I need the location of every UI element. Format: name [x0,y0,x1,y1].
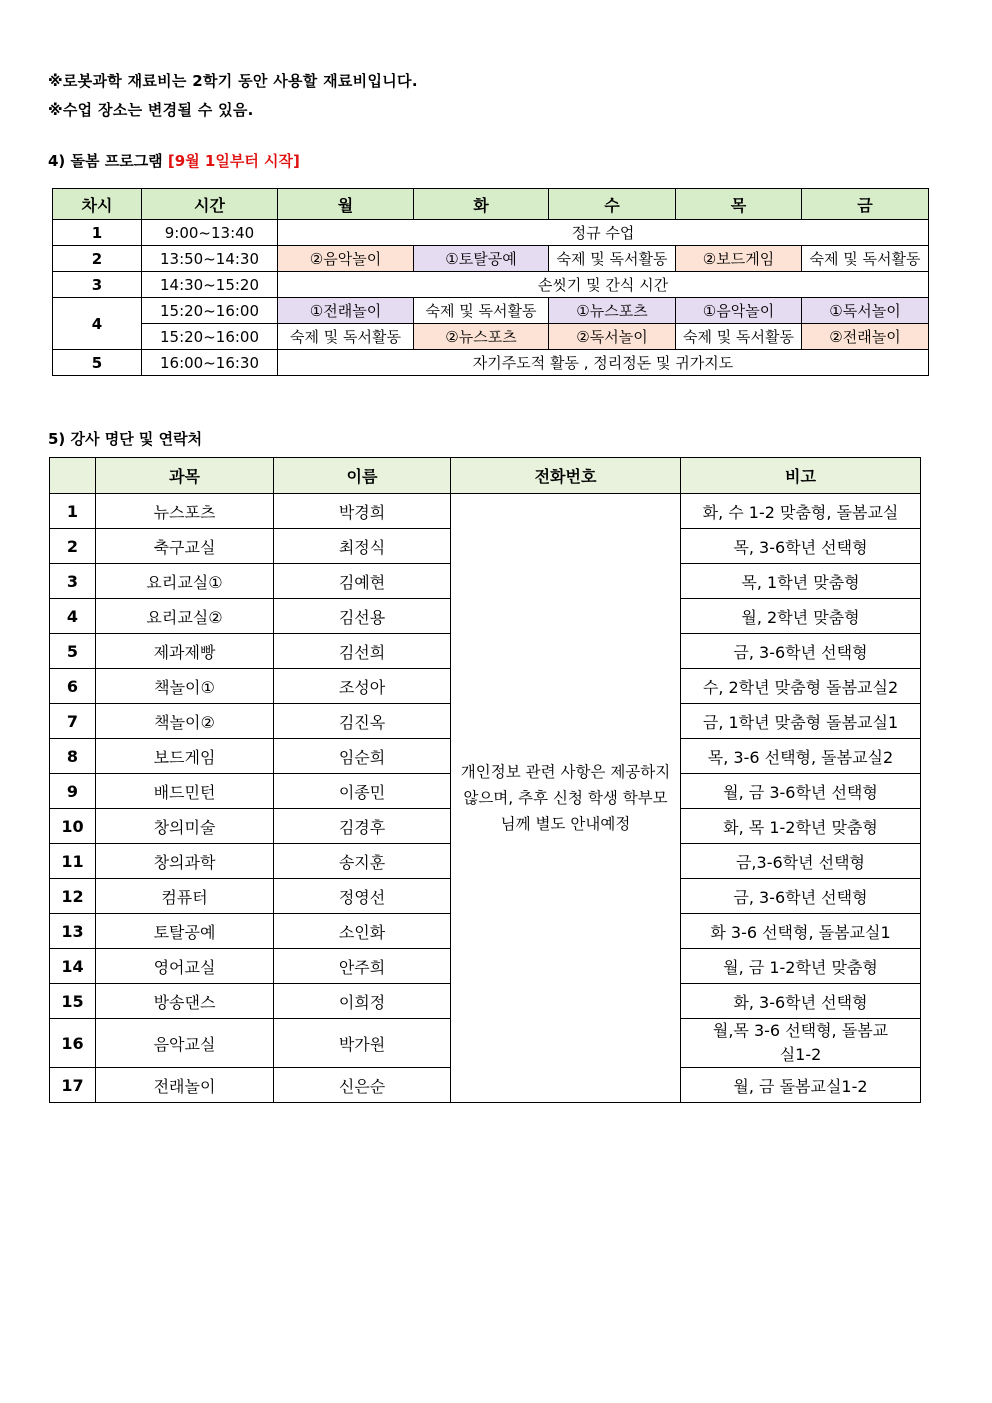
period-number: 4 [53,298,142,350]
instructor-name: 김예현 [274,564,451,599]
subject-cell: 전래놀이 [96,1068,274,1103]
header-number [50,458,96,494]
remarks-cell: 금, 1학년 맞춤형 돌봄교실1 [681,704,921,739]
subject-cell: 음악교실 [96,1019,274,1068]
row-number: 8 [50,739,96,774]
remarks-cell: 목, 1학년 맞춤형 [681,564,921,599]
period-number: 2 [53,246,142,272]
activity-tue: ①토탈공예 [414,246,549,272]
activity-thu: ①음악놀이 [676,298,802,324]
activity-thu: ②보드게임 [676,246,802,272]
header-time: 시간 [142,189,278,220]
remarks-cell: 화, 3-6학년 선택형 [681,984,921,1019]
header-thu: 목 [676,189,802,220]
instructor-name: 임순희 [274,739,451,774]
period-number: 3 [53,272,142,298]
row-number: 2 [50,529,96,564]
subject-cell: 컴퓨터 [96,879,274,914]
row-number: 3 [50,564,96,599]
remarks-cell: 목, 3-6 선택형, 돌봄교실2 [681,739,921,774]
row-number: 6 [50,669,96,704]
table-row [53,350,929,376]
instructor-name: 최정식 [274,529,451,564]
header-tue: 화 [414,189,549,220]
instructor-table [49,457,921,1103]
activity-mon: 숙제 및 독서활동 [278,324,414,350]
period-activity: 자기주도적 활동 , 정리정돈 및 귀가지도 [278,350,929,376]
subject-cell: 제과제빵 [96,634,274,669]
header-wed: 수 [549,189,676,220]
subject-cell: 뉴스포츠 [96,494,274,529]
instructor-name: 송지훈 [274,844,451,879]
section4-title [48,150,300,171]
section4-title-text: 4) 돌봄 프로그램 [48,152,163,170]
subject-cell: 요리교실② [96,599,274,634]
row-number: 16 [50,1019,96,1068]
header-mon: 월 [278,189,414,220]
section4-title-highlight: [9월 1일부터 시작] [167,152,300,170]
instructor-name: 김진옥 [274,704,451,739]
subject-cell: 영어교실 [96,949,274,984]
care-program-table [52,188,929,376]
remarks-cell: 목, 3-6학년 선택형 [681,529,921,564]
instructor-name: 정영선 [274,879,451,914]
table-row [50,494,921,529]
instructor-name: 이종민 [274,774,451,809]
remarks-cell: 화, 목 1-2학년 맞춤형 [681,809,921,844]
activity-tue: ②뉴스포츠 [414,324,549,350]
period-time: 13:50~14:30 [142,246,278,272]
phone-note-cell: 개인정보 관련 사항은 제공하지 않으며, 추후 신청 학생 학부모님께 별도 안내예정 [451,494,681,1103]
header-remarks: 비고 [681,458,921,494]
row-number: 17 [50,1068,96,1103]
instructor-name: 박경희 [274,494,451,529]
activity-fri: 숙제 및 독서활동 [802,246,929,272]
remarks-cell: 화 3-6 선택형, 돌봄교실1 [681,914,921,949]
remarks-cell: 금, 3-6학년 선택형 [681,879,921,914]
table-row [53,298,929,324]
row-number: 7 [50,704,96,739]
note-materials: ※로봇과학 재료비는 2학기 동안 사용할 재료비입니다. [48,72,418,90]
instructor-name: 조성아 [274,669,451,704]
period-time: 15:20~16:00 [142,298,278,324]
remarks-cell: 월, 금 1-2학년 맞춤형 [681,949,921,984]
instructor-name: 김선희 [274,634,451,669]
header-period: 차시 [53,189,142,220]
activity-wed: ①뉴스포츠 [549,298,676,324]
activity-wed: ②독서놀이 [549,324,676,350]
subject-cell: 방송댄스 [96,984,274,1019]
subject-cell: 보드게임 [96,739,274,774]
subject-cell: 책놀이① [96,669,274,704]
instructor-name: 박가원 [274,1019,451,1068]
subject-cell: 요리교실① [96,564,274,599]
section5-title: 5) 강사 명단 및 연락처 [48,430,203,448]
subject-cell: 창의미술 [96,809,274,844]
instructor-name: 김경후 [274,809,451,844]
instructor-name: 김선용 [274,599,451,634]
activity-mon: ①전래놀이 [278,298,414,324]
activity-thu: 숙제 및 독서활동 [676,324,802,350]
header-name: 이름 [274,458,451,494]
period-activity: 정규 수업 [278,220,929,246]
row-number: 9 [50,774,96,809]
header-subject: 과목 [96,458,274,494]
activity-fri: ①독서놀이 [802,298,929,324]
remarks-cell: 금, 3-6학년 선택형 [681,634,921,669]
subject-cell: 창의과학 [96,844,274,879]
table-header-row [53,189,929,220]
note-location: ※수업 장소는 변경될 수 있음. [48,101,254,119]
row-number: 14 [50,949,96,984]
table-row [53,246,929,272]
row-number: 10 [50,809,96,844]
table-row [53,220,929,246]
instructor-name: 안주희 [274,949,451,984]
remarks-cell: 월, 2학년 맞춤형 [681,599,921,634]
header-phone: 전화번호 [451,458,681,494]
remarks-cell: 월, 금 3-6학년 선택형 [681,774,921,809]
period-activity: 손씻기 및 간식 시간 [278,272,929,298]
remarks-cell: 수, 2학년 맞춤형 돌봄교실2 [681,669,921,704]
row-number: 12 [50,879,96,914]
remarks-cell: 화, 수 1-2 맞춤형, 돌봄교실 [681,494,921,529]
row-number: 13 [50,914,96,949]
row-number: 4 [50,599,96,634]
row-number: 5 [50,634,96,669]
activity-wed: 숙제 및 독서활동 [549,246,676,272]
period-time: 14:30~15:20 [142,272,278,298]
activity-mon: ②음악놀이 [278,246,414,272]
period-time: 16:00~16:30 [142,350,278,376]
subject-cell: 토탈공예 [96,914,274,949]
header-fri: 금 [802,189,929,220]
activity-tue: 숙제 및 독서활동 [414,298,549,324]
row-number: 15 [50,984,96,1019]
table-row [53,324,929,350]
activity-fri: ②전래놀이 [802,324,929,350]
instructor-name: 신은순 [274,1068,451,1103]
period-number: 5 [53,350,142,376]
table-row [53,272,929,298]
row-number: 11 [50,844,96,879]
period-time: 9:00~13:40 [142,220,278,246]
remarks-cell: 월, 금 돌봄교실1-2 [681,1068,921,1103]
subject-cell: 책놀이② [96,704,274,739]
remarks-cell: 금,3-6학년 선택형 [681,844,921,879]
remarks-cell: 월,목 3-6 선택형, 돌봄교실1-2 [681,1019,921,1068]
subject-cell: 배드민턴 [96,774,274,809]
period-time: 15:20~16:00 [142,324,278,350]
period-number: 1 [53,220,142,246]
table-header-row [50,458,921,494]
instructor-name: 이희정 [274,984,451,1019]
row-number: 1 [50,494,96,529]
subject-cell: 축구교실 [96,529,274,564]
instructor-name: 소인화 [274,914,451,949]
